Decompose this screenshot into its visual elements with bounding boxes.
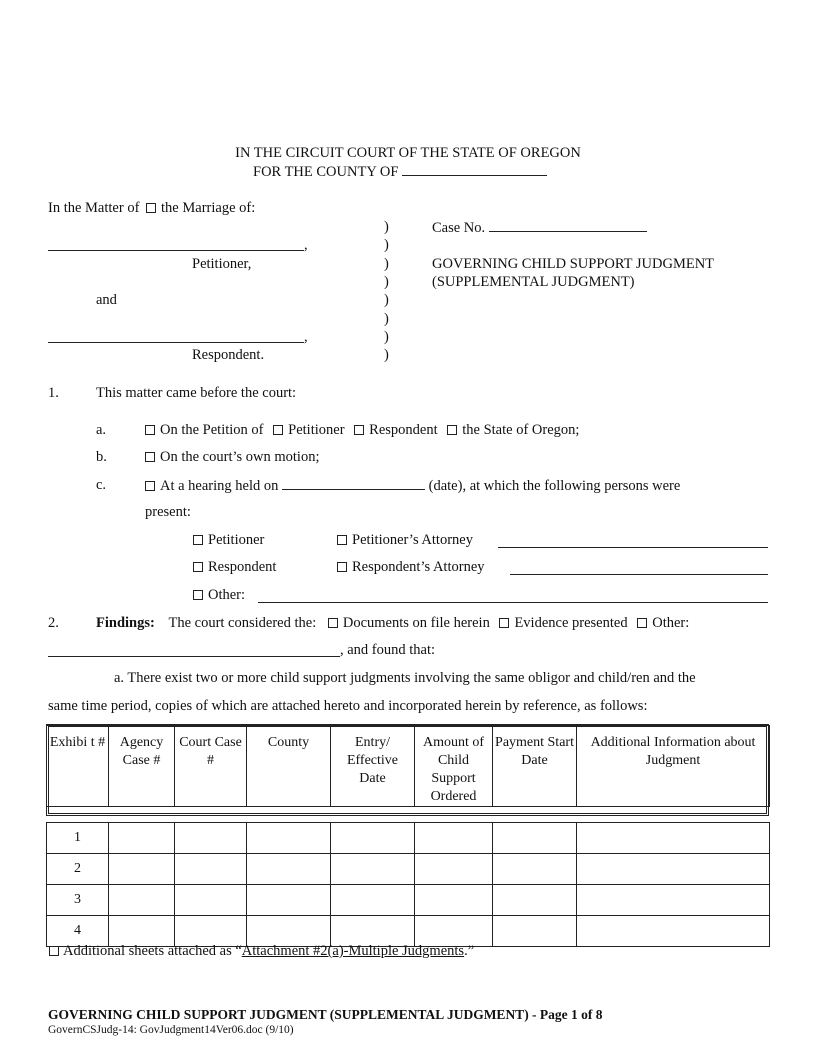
exhibit-number: 3 — [47, 885, 109, 916]
and-label: and — [96, 292, 117, 308]
section1-number: 1. — [48, 385, 59, 401]
footer-title: GOVERNING CHILD SUPPORT JUDGMENT (SUPPLEMENTAL JUDGMENT) - Page 1 of 8 — [48, 1007, 603, 1022]
court-title: IN THE CIRCUIT COURT OF THE STATE OF OREGON — [235, 145, 581, 161]
respondent-label: Respondent. — [192, 347, 265, 363]
table-cell[interactable] — [175, 885, 247, 916]
hearing-checkbox[interactable] — [145, 481, 155, 491]
table-cell[interactable] — [577, 854, 770, 885]
comma-2: , — [304, 329, 308, 345]
table-header-row — [47, 726, 770, 807]
paren: ) — [384, 274, 389, 290]
resp-attorney-blank[interactable] — [510, 574, 768, 575]
respondent-option: Respondent — [369, 422, 438, 438]
present-other-blank[interactable] — [258, 602, 768, 603]
resp-attorney-checkbox[interactable] — [337, 562, 347, 572]
item-b-label: b. — [96, 449, 107, 465]
petitioner-checkbox[interactable] — [273, 425, 283, 435]
column-header: County — [247, 726, 331, 807]
findings-other-blank[interactable] — [48, 656, 340, 657]
table-cell[interactable] — [331, 885, 415, 916]
case-no-blank[interactable] — [489, 219, 647, 232]
county-line — [253, 163, 547, 181]
item-a-label: a. — [96, 422, 107, 438]
attachment-line — [49, 943, 474, 960]
table-cell[interactable] — [493, 854, 577, 885]
respondent-checkbox[interactable] — [354, 425, 364, 435]
table-cell[interactable] — [109, 916, 175, 947]
case-no-line — [432, 219, 647, 237]
table-cell[interactable] — [247, 823, 331, 854]
column-header: Court Case # — [175, 726, 247, 807]
table-cell[interactable] — [577, 885, 770, 916]
county-blank[interactable] — [402, 163, 547, 176]
own-motion-checkbox[interactable] — [145, 452, 155, 462]
table-cell[interactable] — [415, 916, 493, 947]
footer-file: GovernCSJudg-14: GovJudgment14Ver06.doc (9/10) — [48, 1024, 294, 1036]
found-that: , and found that: — [340, 642, 436, 658]
table-cell[interactable] — [577, 916, 770, 947]
paren: ) — [384, 311, 389, 327]
column-header: Exhibi t # — [47, 726, 109, 807]
column-header: Amount of Child Support Ordered — [415, 726, 493, 807]
table-cell[interactable] — [493, 885, 577, 916]
column-header: Agency Case # — [109, 726, 175, 807]
findings-other-checkbox[interactable] — [637, 618, 647, 628]
county-label: FOR THE COUNTY OF — [253, 164, 399, 180]
evidence-label: Evidence presented — [514, 615, 628, 631]
table-cell[interactable] — [415, 885, 493, 916]
paren: ) — [384, 329, 389, 345]
present-respondent — [193, 559, 276, 576]
petitioner-name-line[interactable] — [48, 250, 304, 251]
table-cell[interactable] — [493, 916, 577, 947]
findings-other-label: Other: — [652, 615, 690, 631]
state-option: the State of Oregon; — [462, 422, 580, 438]
marriage-label: the Marriage of: — [161, 200, 256, 216]
hearing-label-2: (date), at which the following persons were — [428, 478, 681, 494]
finding-a-line1: a. There exist two or more child support judgments involving the same obligor and child/ren and the — [114, 670, 696, 686]
item-b — [145, 449, 320, 466]
table-cell[interactable] — [577, 823, 770, 854]
section1-text: This matter came before the court: — [96, 385, 297, 401]
pet-attorney-blank[interactable] — [498, 547, 768, 548]
respondent-name-line[interactable] — [48, 342, 304, 343]
petition-label: On the Petition of — [160, 422, 264, 438]
present-resp-attorney — [337, 559, 485, 576]
column-header: Additional Information about Judgment — [577, 726, 770, 807]
paren: ) — [384, 237, 389, 253]
table-cell[interactable] — [109, 823, 175, 854]
paren: ) — [384, 292, 389, 308]
findings-line — [96, 615, 689, 632]
table-cell[interactable] — [247, 854, 331, 885]
table-cell[interactable] — [247, 885, 331, 916]
state-checkbox[interactable] — [447, 425, 457, 435]
matter-label: In the Matter of — [48, 200, 140, 216]
present-petitioner-checkbox[interactable] — [193, 535, 203, 545]
petition-checkbox[interactable] — [145, 425, 155, 435]
finding-a-line2: same time period, copies of which are attached hereto and incorporated herein by reference, as follows: — [48, 698, 648, 714]
paren: ) — [384, 256, 389, 272]
case-no-label: Case No. — [432, 220, 486, 236]
judgments-table — [46, 725, 770, 947]
documents-checkbox[interactable] — [328, 618, 338, 628]
table-cell[interactable] — [331, 916, 415, 947]
document-title-line1: GOVERNING CHILD SUPPORT JUDGMENT — [432, 256, 715, 272]
present-other-checkbox[interactable] — [193, 590, 203, 600]
column-header: Entry/ Effective Date — [331, 726, 415, 807]
petitioner-option: Petitioner — [288, 422, 345, 438]
exhibit-number: 1 — [47, 823, 109, 854]
item-c — [145, 477, 680, 495]
section2-number: 2. — [48, 615, 59, 631]
table-row — [47, 885, 770, 916]
item-c-label: c. — [96, 477, 107, 493]
present-petitioner — [193, 532, 264, 549]
table-cell[interactable] — [331, 854, 415, 885]
exhibit-number: 4 — [47, 916, 109, 947]
pet-attorney-checkbox[interactable] — [337, 535, 347, 545]
comma-1: , — [304, 237, 308, 253]
hearing-label: At a hearing held on — [160, 478, 279, 494]
present-other — [193, 587, 245, 604]
table-cell[interactable] — [493, 823, 577, 854]
hearing-date-blank[interactable] — [282, 477, 425, 490]
attachment-checkbox[interactable] — [49, 946, 59, 956]
table-cell[interactable] — [331, 823, 415, 854]
table-cell[interactable] — [247, 916, 331, 947]
table-cell[interactable] — [109, 854, 175, 885]
present-petitioner-label: Petitioner — [208, 532, 265, 548]
matter-line — [48, 200, 255, 217]
attachment-text-end: .” — [464, 943, 475, 959]
documents-label: Documents on file herein — [342, 615, 490, 631]
pet-attorney-label: Petitioner’s Attorney — [352, 532, 473, 548]
table-row — [47, 823, 770, 854]
petitioner-label: Petitioner, — [192, 256, 252, 272]
table-cell[interactable] — [175, 823, 247, 854]
evidence-checkbox[interactable] — [499, 618, 509, 628]
table-row — [47, 854, 770, 885]
column-header: Payment Start Date — [493, 726, 577, 807]
table-cell[interactable] — [415, 854, 493, 885]
marriage-checkbox[interactable] — [146, 203, 156, 213]
findings-heading: Findings: — [96, 615, 155, 631]
table-cell[interactable] — [415, 823, 493, 854]
own-motion-label: On the court’s own motion; — [160, 449, 320, 465]
present-other-label: Other: — [208, 587, 246, 603]
paren: ) — [384, 347, 389, 363]
resp-attorney-label: Respondent’s Attorney — [352, 559, 485, 575]
attachment-text: Additional sheets attached as “ — [63, 943, 242, 959]
present-respondent-label: Respondent — [208, 559, 277, 575]
document-title-line2: (SUPPLEMENTAL JUDGMENT) — [432, 274, 635, 290]
attachment-link[interactable]: Attachment #2(a)-Multiple Judgments — [241, 943, 465, 959]
exhibit-number: 2 — [47, 854, 109, 885]
considered-label: The court considered the: — [168, 615, 317, 631]
present-label: present: — [145, 504, 191, 520]
paren: ) — [384, 219, 389, 235]
table-cell[interactable] — [109, 885, 175, 916]
table-cell[interactable] — [175, 854, 247, 885]
present-respondent-checkbox[interactable] — [193, 562, 203, 572]
present-pet-attorney — [337, 532, 473, 549]
item-a — [145, 422, 579, 439]
table-cell[interactable] — [175, 916, 247, 947]
table-row — [47, 916, 770, 947]
